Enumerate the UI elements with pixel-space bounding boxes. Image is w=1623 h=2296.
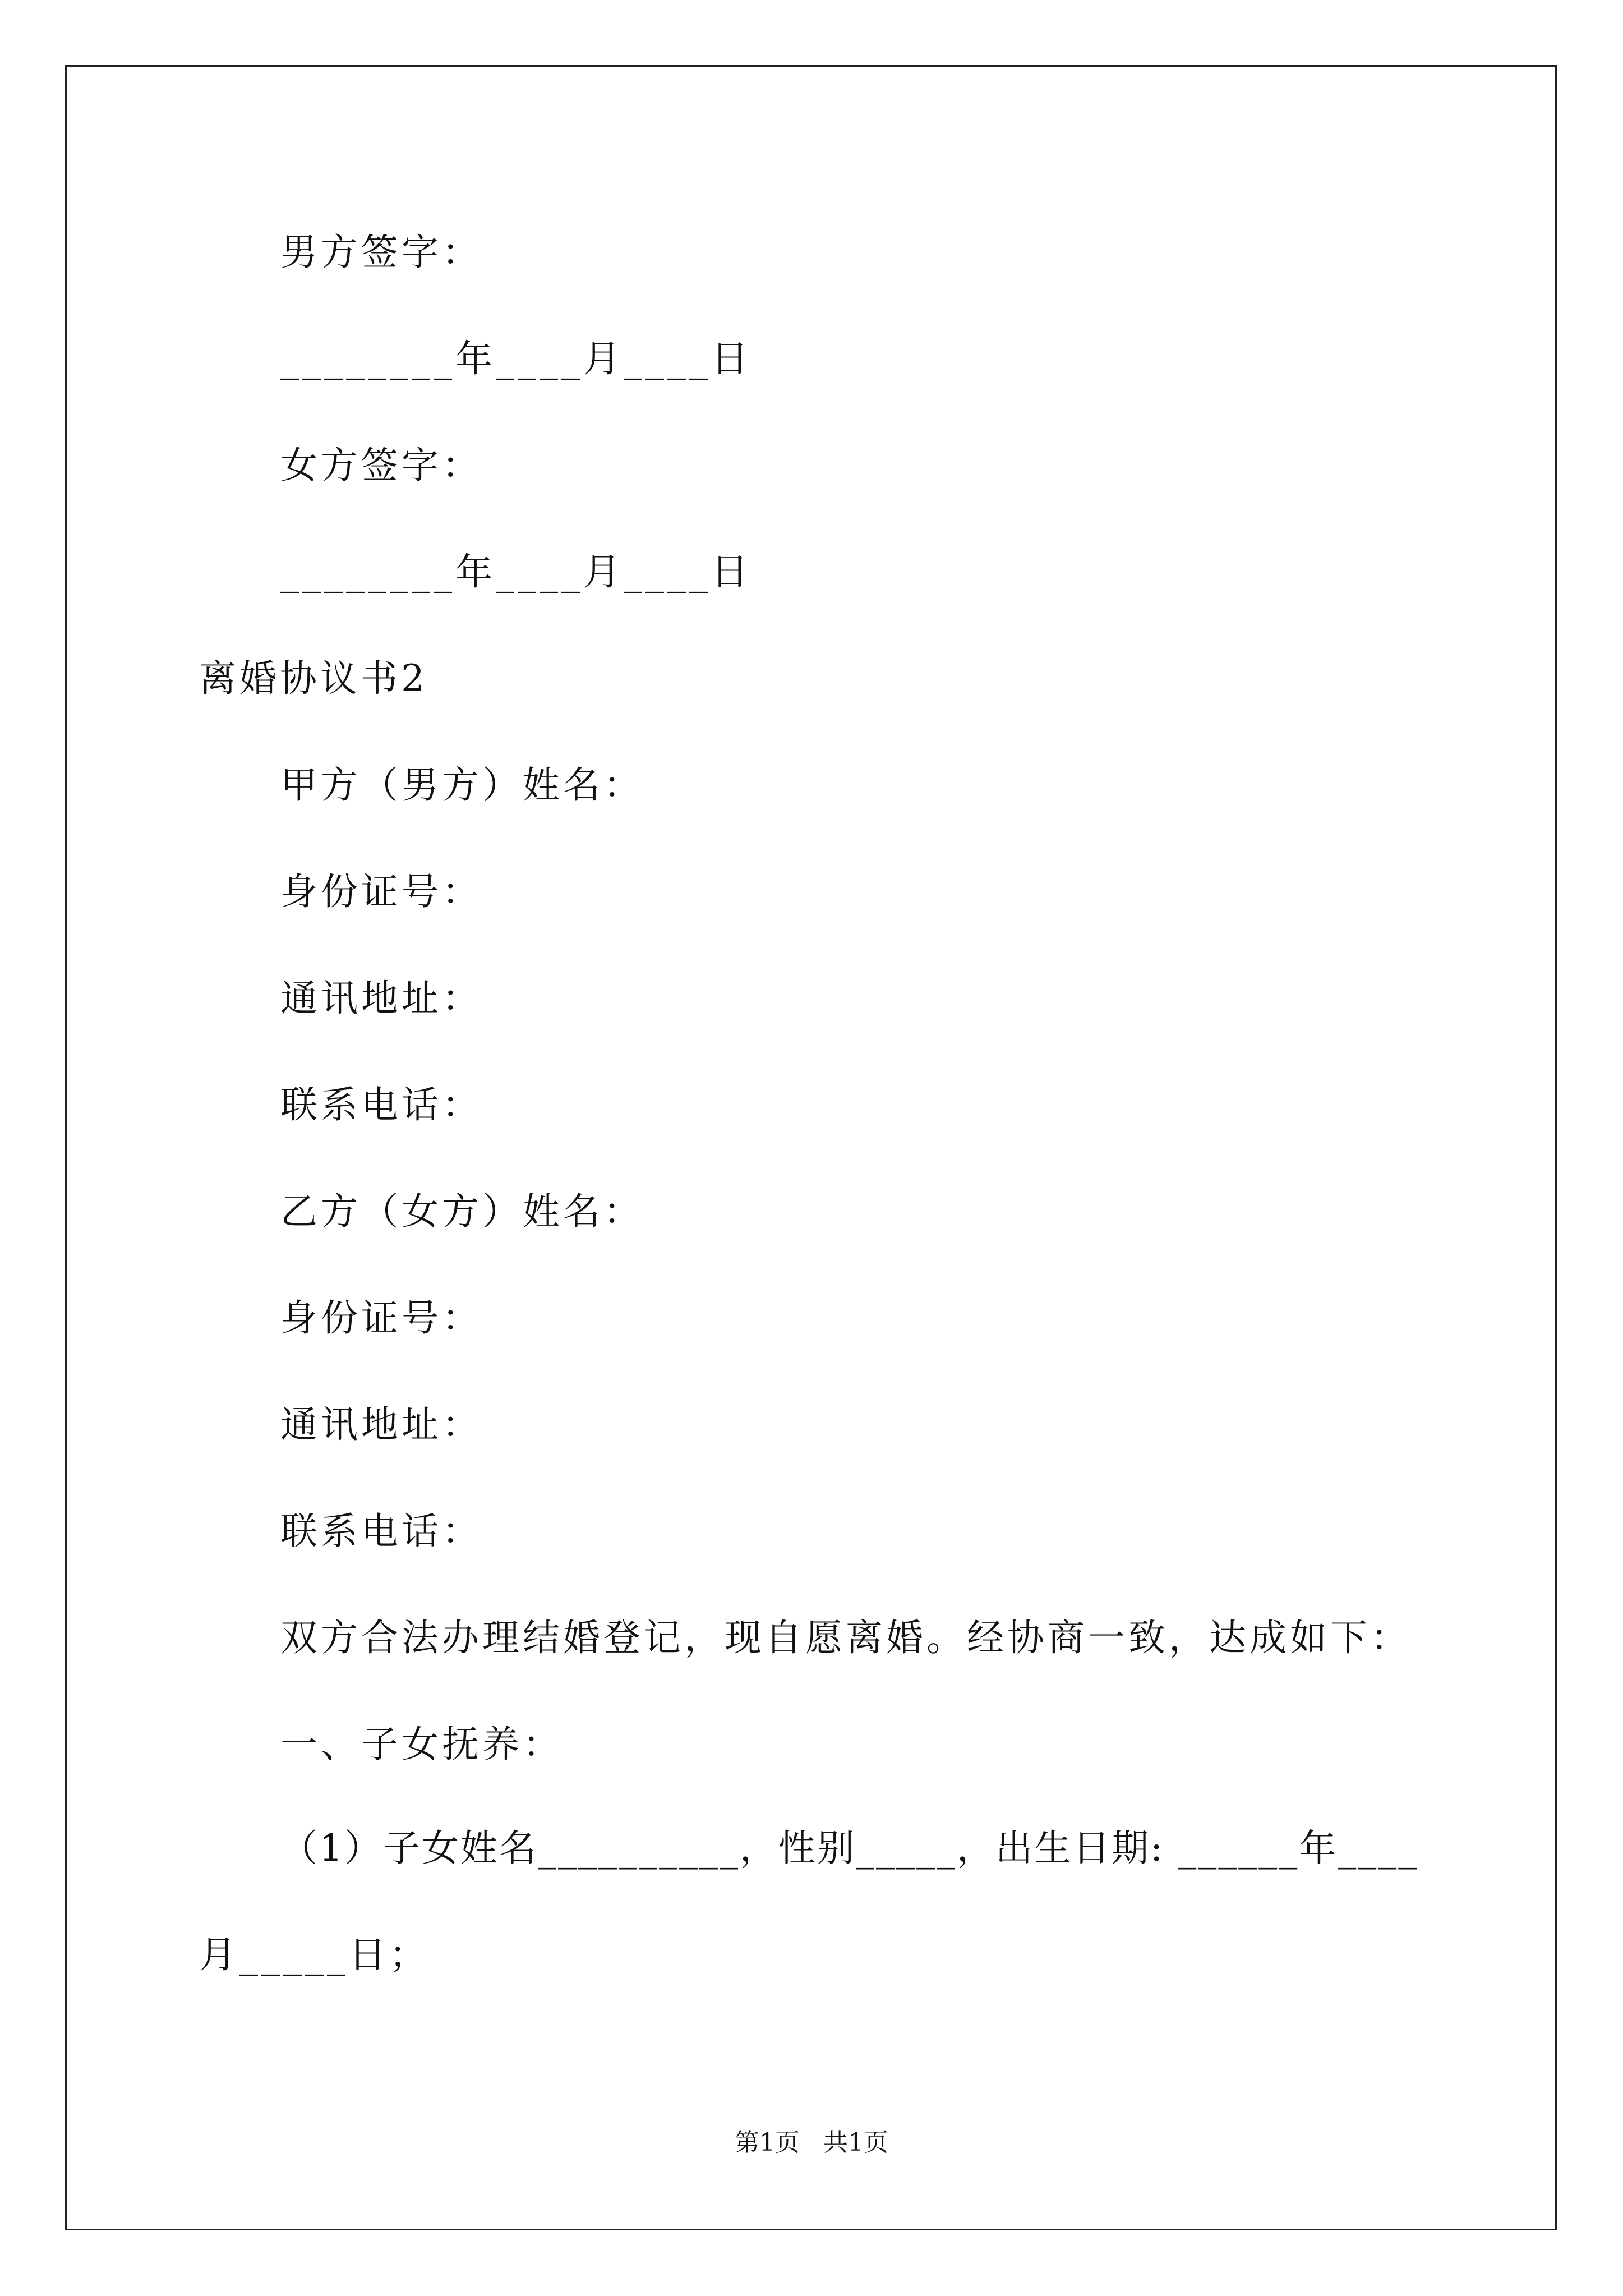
party-b-phone-label: 联系电话： <box>280 1510 482 1553</box>
female-signature-date: ________年____月____日 <box>280 550 751 593</box>
page-border <box>65 65 1557 2230</box>
male-signature-date: ________年____月____日 <box>280 337 751 380</box>
party-a-phone-label: 联系电话： <box>280 1083 482 1126</box>
party-a-address-label: 通讯地址： <box>280 977 482 1020</box>
female-signature-label: 女方签字： <box>280 444 482 487</box>
male-signature-label: 男方签字： <box>280 231 482 274</box>
party-b-id-label: 身份证号： <box>280 1296 482 1340</box>
agreement-intro: 双方合法办理结婚登记，现自愿离婚。经协商一致，达成如下： <box>280 1616 1411 1659</box>
section-title: 离婚协议书2 <box>199 657 428 700</box>
party-b-address-label: 通讯地址： <box>280 1403 482 1446</box>
child-info-line-continued: 月_____日； <box>199 1933 430 1976</box>
child-info-line: （1）子女姓名__________，性别_____，出生日期: ______年____ <box>280 1826 1419 1870</box>
page-number: 第1页 共1页 <box>735 2128 888 2157</box>
party-a-name-label: 甲方（男方）姓名： <box>280 763 644 807</box>
child-custody-heading: 一、子女抚养： <box>280 1723 563 1766</box>
party-a-id-label: 身份证号： <box>280 870 482 913</box>
party-b-name-label: 乙方（女方）姓名： <box>280 1190 644 1233</box>
